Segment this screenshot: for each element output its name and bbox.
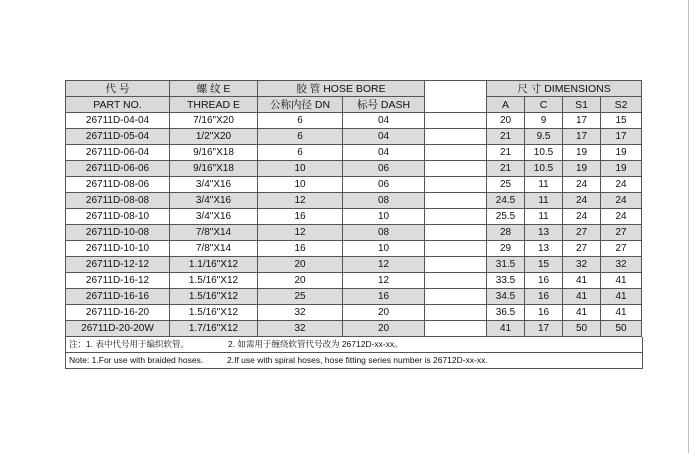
table-row bbox=[66, 129, 642, 145]
cell-c: 16 bbox=[525, 305, 563, 321]
cell-s2: 24 bbox=[601, 209, 642, 225]
cell-a: 41 bbox=[487, 321, 525, 337]
cell-spacer bbox=[425, 241, 487, 257]
cell-thread: 1/2"X20 bbox=[170, 129, 258, 145]
cell-thread: 9/16"X18 bbox=[170, 161, 258, 177]
cell-s1: 41 bbox=[563, 273, 601, 289]
cell-dn: 12 bbox=[258, 193, 343, 209]
cell-thread: 7/8"X14 bbox=[170, 225, 258, 241]
cell-part: 26711D-16-20 bbox=[66, 305, 170, 321]
cell-c: 9 bbox=[525, 113, 563, 129]
header-row-2 bbox=[66, 97, 642, 113]
cell-dn: 20 bbox=[258, 257, 343, 273]
note-english bbox=[66, 352, 642, 368]
cell-dn: 16 bbox=[258, 241, 343, 257]
cell-a: 36.5 bbox=[487, 305, 525, 321]
cell-dn: 25 bbox=[258, 289, 343, 305]
cell-thread: 3/4"X16 bbox=[170, 209, 258, 225]
cell-s1: 17 bbox=[563, 129, 601, 145]
cell-part: 26711D-10-10 bbox=[66, 241, 170, 257]
cell-part: 26711D-04-04 bbox=[66, 113, 170, 129]
header-col-s2: S2 bbox=[601, 97, 642, 113]
cell-s1: 17 bbox=[563, 113, 601, 129]
header-row-1 bbox=[66, 81, 642, 97]
cell-dn: 10 bbox=[258, 177, 343, 193]
cell-spacer bbox=[425, 321, 487, 337]
header-thread-cn: 螺 纹 E bbox=[170, 81, 258, 97]
cell-thread: 1.7/16"X12 bbox=[170, 321, 258, 337]
cell-s1: 19 bbox=[563, 145, 601, 161]
note-cn-2: 2. 如需用于缠绕软管代号改为 26712D-xx-xx。 bbox=[228, 339, 403, 349]
cell-a: 29 bbox=[487, 241, 525, 257]
cell-dash: 20 bbox=[343, 321, 425, 337]
cell-thread: 1.1/16"X12 bbox=[170, 257, 258, 273]
header-dash: 标号 DASH bbox=[343, 97, 425, 113]
cell-dash: 12 bbox=[343, 257, 425, 273]
cell-a: 21 bbox=[487, 129, 525, 145]
cell-a: 25.5 bbox=[487, 209, 525, 225]
cell-dash: 20 bbox=[343, 305, 425, 321]
cell-s1: 27 bbox=[563, 241, 601, 257]
cell-c: 13 bbox=[525, 225, 563, 241]
note-en-1: Note: 1.For use with braided hoses. bbox=[69, 355, 204, 365]
cell-thread: 1.5/16"X12 bbox=[170, 273, 258, 289]
cell-dn: 32 bbox=[258, 321, 343, 337]
cell-dash: 04 bbox=[343, 113, 425, 129]
cell-dn: 10 bbox=[258, 161, 343, 177]
cell-dn: 6 bbox=[258, 113, 343, 129]
cell-c: 13 bbox=[525, 241, 563, 257]
dimensions-table bbox=[65, 80, 642, 337]
header-part-no-cn: 代 号 bbox=[66, 81, 170, 97]
cell-thread: 3/4"X16 bbox=[170, 177, 258, 193]
cell-a: 21 bbox=[487, 161, 525, 177]
table-row bbox=[66, 273, 642, 289]
cell-s2: 41 bbox=[601, 305, 642, 321]
cell-dn: 32 bbox=[258, 305, 343, 321]
note-cn-1: 注：1. 表中代号用于编织软管。 bbox=[69, 339, 189, 349]
table-row bbox=[66, 177, 642, 193]
cell-spacer bbox=[425, 305, 487, 321]
cell-dn: 6 bbox=[258, 145, 343, 161]
header-col-c: C bbox=[525, 97, 563, 113]
cell-dash: 06 bbox=[343, 177, 425, 193]
cell-dash: 16 bbox=[343, 289, 425, 305]
cell-dn: 20 bbox=[258, 273, 343, 289]
cell-s2: 19 bbox=[601, 145, 642, 161]
cell-dash: 10 bbox=[343, 241, 425, 257]
table-row bbox=[66, 209, 642, 225]
cell-s2: 19 bbox=[601, 161, 642, 177]
cell-s1: 41 bbox=[563, 305, 601, 321]
cell-s1: 27 bbox=[563, 225, 601, 241]
cell-dash: 08 bbox=[343, 193, 425, 209]
cell-thread: 1.5/16"X12 bbox=[170, 289, 258, 305]
cell-s2: 27 bbox=[601, 241, 642, 257]
cell-c: 17 bbox=[525, 321, 563, 337]
table-row bbox=[66, 289, 642, 305]
cell-s1: 32 bbox=[563, 257, 601, 273]
cell-thread: 7/8"X14 bbox=[170, 241, 258, 257]
cell-s2: 32 bbox=[601, 257, 642, 273]
cell-dash: 12 bbox=[343, 273, 425, 289]
cell-part: 26711D-05-04 bbox=[66, 129, 170, 145]
cell-a: 24.5 bbox=[487, 193, 525, 209]
table-row bbox=[66, 145, 642, 161]
table-row bbox=[66, 225, 642, 241]
cell-dash: 06 bbox=[343, 161, 425, 177]
header-dimensions: 尺 寸 DIMENSIONS bbox=[487, 81, 642, 97]
cell-dash: 04 bbox=[343, 145, 425, 161]
notes-section bbox=[65, 337, 643, 369]
cell-spacer bbox=[425, 113, 487, 129]
table-row bbox=[66, 321, 642, 337]
cell-c: 10.5 bbox=[525, 145, 563, 161]
cell-s1: 24 bbox=[563, 193, 601, 209]
cell-c: 11 bbox=[525, 193, 563, 209]
cell-part: 26711D-16-16 bbox=[66, 289, 170, 305]
cell-thread: 1.5/16"X12 bbox=[170, 305, 258, 321]
note-chinese bbox=[66, 337, 642, 352]
header-dn: 公称内径 DN bbox=[258, 97, 343, 113]
table-row bbox=[66, 257, 642, 273]
cell-a: 31.5 bbox=[487, 257, 525, 273]
cell-dash: 08 bbox=[343, 225, 425, 241]
table-row bbox=[66, 241, 642, 257]
table-row bbox=[66, 113, 642, 129]
cell-part: 26711D-08-08 bbox=[66, 193, 170, 209]
cell-c: 15 bbox=[525, 257, 563, 273]
note-en-2: 2.If use with spiral hoses, hose fitting series number is 26712D-xx-xx. bbox=[227, 355, 488, 365]
cell-s2: 41 bbox=[601, 289, 642, 305]
cell-s2: 24 bbox=[601, 193, 642, 209]
cell-dash: 04 bbox=[343, 129, 425, 145]
cell-c: 16 bbox=[525, 289, 563, 305]
cell-spacer bbox=[425, 177, 487, 193]
cell-part: 26711D-16-12 bbox=[66, 273, 170, 289]
cell-thread: 9/16"X18 bbox=[170, 145, 258, 161]
cell-spacer bbox=[425, 225, 487, 241]
cell-part: 26711D-06-06 bbox=[66, 161, 170, 177]
cell-c: 10.5 bbox=[525, 161, 563, 177]
cell-s2: 27 bbox=[601, 225, 642, 241]
cell-c: 11 bbox=[525, 177, 563, 193]
cell-part: 26711D-08-10 bbox=[66, 209, 170, 225]
header-thread-en: THREAD E bbox=[170, 97, 258, 113]
cell-part: 26711D-08-06 bbox=[66, 177, 170, 193]
cell-s1: 24 bbox=[563, 209, 601, 225]
spec-sheet bbox=[65, 80, 641, 369]
table-row bbox=[66, 305, 642, 321]
cell-part: 26711D-12-12 bbox=[66, 257, 170, 273]
cell-part: 26711D-10-08 bbox=[66, 225, 170, 241]
cell-a: 28 bbox=[487, 225, 525, 241]
header-col-a: A bbox=[487, 97, 525, 113]
cell-a: 21 bbox=[487, 145, 525, 161]
header-hose-bore: 胶 管 HOSE BORE bbox=[258, 81, 425, 97]
cell-s2: 50 bbox=[601, 321, 642, 337]
cell-s1: 24 bbox=[563, 177, 601, 193]
header-col-s1: S1 bbox=[563, 97, 601, 113]
cell-a: 25 bbox=[487, 177, 525, 193]
cell-dash: 10 bbox=[343, 209, 425, 225]
cell-dn: 6 bbox=[258, 129, 343, 145]
cell-thread: 7/16"X20 bbox=[170, 113, 258, 129]
cell-spacer bbox=[425, 209, 487, 225]
cell-s2: 17 bbox=[601, 129, 642, 145]
cell-dn: 16 bbox=[258, 209, 343, 225]
cell-thread: 3/4"X16 bbox=[170, 193, 258, 209]
cell-spacer bbox=[425, 289, 487, 305]
cell-spacer bbox=[425, 193, 487, 209]
cell-part: 26711D-20-20W bbox=[66, 321, 170, 337]
header-part-no-en: PART NO. bbox=[66, 97, 170, 113]
page-edge-rule bbox=[688, 0, 689, 453]
cell-dn: 12 bbox=[258, 225, 343, 241]
cell-s2: 15 bbox=[601, 113, 642, 129]
cell-s1: 41 bbox=[563, 289, 601, 305]
cell-a: 33.5 bbox=[487, 273, 525, 289]
table-row bbox=[66, 193, 642, 209]
cell-spacer bbox=[425, 161, 487, 177]
cell-c: 16 bbox=[525, 273, 563, 289]
cell-a: 34.5 bbox=[487, 289, 525, 305]
cell-spacer bbox=[425, 273, 487, 289]
cell-spacer bbox=[425, 257, 487, 273]
cell-s2: 24 bbox=[601, 177, 642, 193]
cell-s2: 41 bbox=[601, 273, 642, 289]
cell-part: 26711D-06-04 bbox=[66, 145, 170, 161]
cell-s1: 19 bbox=[563, 161, 601, 177]
table-body bbox=[66, 113, 642, 337]
cell-s1: 50 bbox=[563, 321, 601, 337]
table-row bbox=[66, 161, 642, 177]
cell-c: 9.5 bbox=[525, 129, 563, 145]
cell-spacer bbox=[425, 145, 487, 161]
cell-spacer bbox=[425, 129, 487, 145]
header-spacer bbox=[425, 81, 487, 113]
cell-a: 20 bbox=[487, 113, 525, 129]
cell-c: 11 bbox=[525, 209, 563, 225]
